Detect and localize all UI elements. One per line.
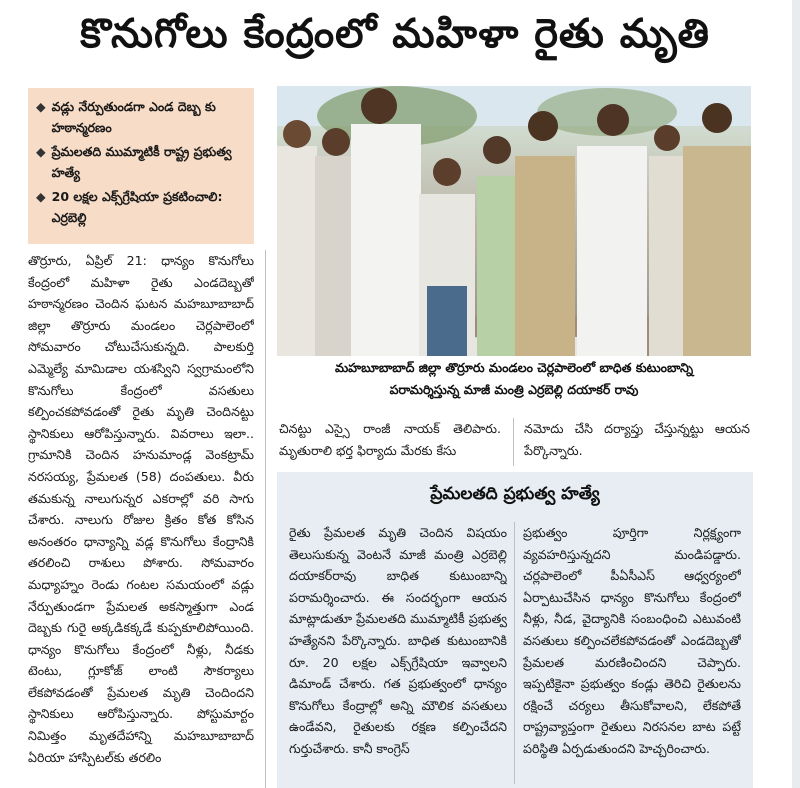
bullet-icon: ◆ (36, 189, 46, 204)
caption-line: మహబూబాబాద్ జిల్లా తొర్రూరు మండలం చెర్లపాలెంలో బాధిత కుటుంబాన్ని (334, 360, 694, 375)
section-column: ప్రభుత్వం పూర్తిగా నిర్లక్ష్యంగా వ్యవహరిస్తున్నదని మండిపడ్డారు. చర్లపాలెంలో పీఏసీఎస్ ఆధ్వర్యంలో ఏర్పాటుచేసిన ధాన్యం కొనుగోలు కేంద్రంలో నీళ్లు, నీడ, వైద్యానికి సంబంధించి ఎటువంటి వసతులు కల్పించలేకపోవడంతో ఎండదెబ్బతో ప్రేమలత మరణించిందని చెప్పారు. ఇప్పటికైనా ప్రభుత్వం కండ్లు తెరిచి రైతులను రక్షించే చర్యలు తీసుకోవాలని, లేకపోతే రాష్ట్రవ్యాప్తంగా రైతులు నిరసనల బాట పట్టే పరిస్థితి ఏర్పడుతుందని హెచ్చరించారు. (523, 525, 741, 756)
crowd-photo-illustration (277, 86, 751, 356)
highlight-item (36, 141, 246, 183)
column-divider (265, 250, 266, 788)
highlight-item (36, 186, 246, 228)
story-continuation: చినట్టు ఎస్సై రాంజీ నాయక్ తెలిపారు. మృతురాలి భర్త ఫిర్యాదు మేరకు కేసు (279, 421, 501, 458)
news-photo (277, 86, 751, 356)
headline: కొనుగోలు కేంద్రంలో మహిళా రైతు మృతి (80, 11, 710, 57)
caption-line: పరామర్శిస్తున్న మాజీ మంత్రి ఎర్రబెల్లి దయాకర్ రావు (389, 382, 639, 397)
column-divider (514, 522, 515, 784)
section-column: రైతు ప్రేమలత మృతి చెందిన విషయం తెలుసుకున్న వెంటనే మాజీ మంత్రి ఎర్రబెల్లి దయాకర్‌రావు బాధిత కుటుంబాన్ని పరామర్శించారు. ఈ సందర్భంగా ఆయన మాట్లాడుతూ ప్రేమలతది ముమ్మాటికీ ప్రభుత్వ హత్యేనని పేర్కొన్నారు. బాధిత కుటుంబానికి రూ. 20 లక్షల ఎక్స్‌గ్రేషియా ఇవ్వాలని డిమాండ్ చేశారు. గత ప్రభుత్వంలో ధాన్యం కొనుగోలు కేంద్రాల్లో అన్ని మౌలిక వసతులు ఉండేవని, రైతులకు రక్షణ కల్పించేదని గుర్తుచేశారు. కానీ కాంగ్రెస్ (289, 525, 507, 756)
photo-caption (280, 357, 748, 409)
bullet-icon: ◆ (36, 144, 46, 159)
highlight-text: వడ్లు నేర్పుతుండగా ఎండ దెబ్బ కు హఠాన్మరణం (51, 99, 216, 135)
bullet-icon: ◆ (36, 99, 46, 114)
story-column-left: తొర్రూరు, ఏప్రిల్ 21: ధాన్యం కొనుగోలు కేంద్రంలో మహిళా రైతు ఎండదెబ్బతో హఠాన్మరణం చెందిన ఘటన మహబూబాబాద్ జిల్లా తొర్రూరు మండలం చెర్లపాలెంలో సోమవారం చోటుచేసుకున్నది. పాలకుర్తి ఎమ్మెల్యే మామిడాల యశస్విని స్వగ్రామంలోని కొనుగోలు కేంద్రంలో వసతులు కల్పించకపోవడంతో రైతు మృతి చెందినట్టు స్థానికులు ఆరోపిస్తున్నారు. వివరాలు ఇలా.. గ్రామానికి చెందిన హనుమాండ్ల వెంకట్రామ్ నరసయ్య, ప్రేమలత (58) దంపతులు. వీరు తమకున్న నాలుగున్నర ఎకరాల్లో వరి సాగు చేశారు. నాలుగు రోజుల క్రితం కోత కోసిన అనంతరం ధాన్యాన్ని వడ్ల కొనుగోలు కేంద్రానికి తరలించి రాశులు పోశారు. సోమవారం మధ్యాహ్నం రెండు గంటల సమయంలో వడ్లు నేర్పుతుండగా ప్రేమలత అకస్మాత్తుగా ఎండ దెబ్బకు గురై అక్కడికక్కడే కుప్పకూలిపోయింది. ధాన్యం కొనుగోలు కేంద్రంలో నీళ్లు, నీడకు టెంటు, గ్లూకోజ్ లాంటి సౌకర్యాలు లేకపోవడంతో ప్రేమలత మృతి చెందిందని స్థానికులు ఆరోపిస్తున్నారు. పోస్టుమార్టం నిమిత్తం మృతదేహాన్ని మహబూబాబాద్ ఏరియా హాస్పిటల్‌కు తరలిం (28, 253, 254, 765)
sidebar-section (277, 472, 753, 788)
page-edge (792, 0, 800, 788)
section-title: ప్రేమలతది ప్రభుత్వ హత్యే (430, 484, 600, 504)
highlights-box (28, 88, 254, 244)
highlight-text: 20 లక్షల ఎక్స్‌గ్రేషియా ప్రకటించాలి: ఎర్రబెల్లి (51, 189, 223, 225)
highlight-text: ప్రేమలతది ముమ్మాటికీ రాష్ట్ర ప్రభుత్వ హత్యే (51, 144, 232, 180)
highlight-item (36, 96, 246, 138)
story-continuation: నమోదు చేసి దర్యాప్తు చేస్తున్నట్టు ఆయన పేర్కొన్నారు. (524, 421, 750, 458)
column-divider (513, 418, 514, 466)
